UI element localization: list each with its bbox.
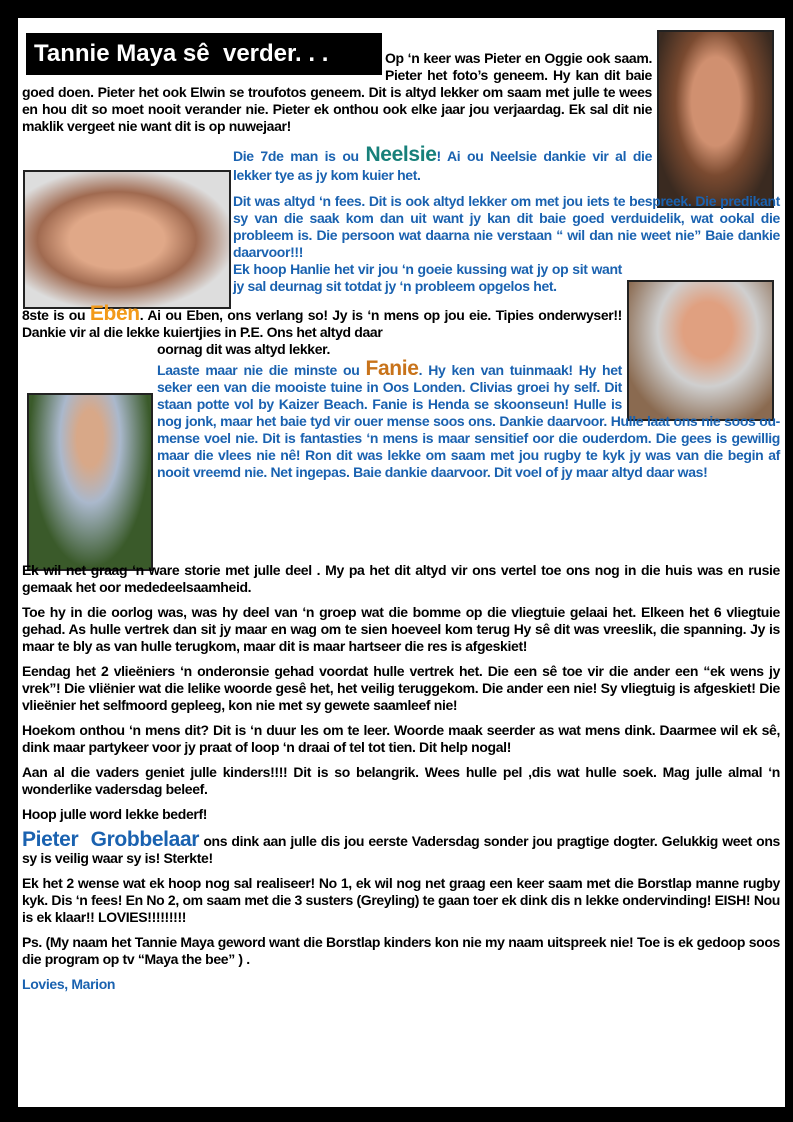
eben-last-line: oornag dit was altyd lekker. (157, 341, 331, 357)
eben-name: Eben (89, 302, 140, 325)
fanie-paragraph: Laaste maar nie die minste ou Fanie. Hy ken van tuinmaak! Hy het seker een van die mooiste tuine in Oos Londen. Clivias groei hy self. Dit staan potte vol by Kaizer Beach. Fanie is Henda se skoonseun! Hulle is nog jonk, maar het baie tyd vir ouer mense soos ons. Dankie daarvoor. Hulle laat ons nie soos ou-mense voel nie. Dit is fantasties ‘n mens is maar sensitief oor die ouderdom. Die gees is gewillig maar die vlees nie nê! Ron dit was lekke om saam met jou rugby te kyk jy was van die begin af nooit vreemd nie. Net ingepas. Baie dankie daarvoor. Dit voel of jy maar altyd daar was! (157, 357, 780, 480)
article-body (22, 50, 780, 1001)
ps-paragraph: Ps. (My naam het Tannie Maya geword want die Borstlap kinders kon nie my naam uitspreek nie! Toe is ek gedoop soos die program op tv “Maya the bee” ) . (22, 934, 780, 967)
pieter-name: Pieter Grobbelaar (22, 828, 200, 851)
neelsie-name: Neelsie (365, 143, 437, 166)
fanie-name: Fanie (365, 357, 419, 380)
wishes-paragraph: Ek het 2 wense wat ek hoop nog sal realiseer! No 1, ek wil nog net graag een keer saam met die Borstlap manne rugby kyk. Dis ‘n fees! En No 2, om saam met die 3 susters (Greyling) te gaan toer ek dink dis n lekke ondervinding! EISH! Nou is ek klaar!! LOVIES!!!!!!!!! (22, 875, 780, 925)
page-title: Tannie Maya sê verder. . . (26, 33, 382, 75)
neelsie-paragraph-2a: Dit was altyd ‘n fees. Dit is ook altyd lekker om met jou iets te bespreek. Die predikant sy van die saak kom dan uit want jy kan dit baie goed verduidelik, wat ookal die probleem is. Die persoon wat daarna nie verstaan “ wil dan nie weet nie” Baie dankie daarvoor!!! (233, 193, 780, 260)
story-paragraph: Eendag het 2 vlieëniers ‘n onderonsie gehad voordat hulle vertrek het. Die een sê toe vir die ander een “ek wens jy vrek”! Die vliënier wat die lelike woorde gesê het, het veilig teruggekom. Die ander een nie! Sy vliegtuig is afgeskiet! Die vlieënier het selfmoord gepleeg, kon nie met sy gewete saamleef nie! (22, 663, 780, 713)
story-paragraph: Toe hy in die oorlog was, was hy deel van ‘n groep wat die bomme op die vliegtuie gelaai het. Elkeen het 6 vliegtuie gehad. As hulle vertrek dan sit jy maar en wag om te sien hoeveel kom terug Hy sê dit was vreeslik, die spanning. Jy is maar te bly as van hulle terugkom, maar dit is maar hartseer die res is afgeskiet! (22, 604, 780, 654)
story-paragraph: Hoop julle word lekke bederf! (22, 806, 208, 822)
newsletter-page (18, 18, 785, 1107)
intro-paragraph: Op ‘n keer was Pieter en Oggie ook saam. Pieter het foto’s geneem. Hy kan dit baie goed doen. Pieter het ook Elwin se troufotos geneem. Dit is altyd lekker om saam met julle te wees en hou dit so moet nooit verander nie. Pieter ek onthou ook elke jaar jou verjaardag. Ek sal dit nie maklik vergeet nie want dit is op nuwejaar! (22, 50, 652, 134)
neelsie-paragraph: Die 7de man is ou Neelsie! Ai ou Neelsie dankie vir al die lekker tye as jy kom kuier het. (233, 143, 653, 183)
pieter-paragraph: Pieter Grobbelaar ons dink aan julle dis jou eerste Vadersdag sonder jou pragtige dogter. Gelukkig weet ons sy is veilig waar sy is! Sterkte! (22, 828, 780, 866)
story-paragraph: Aan al die vaders geniet julle kinders!!!! Dit is so belangrik. Wees hulle pel ,dis wat hulle soek. Mag julle almal ‘n wonderlike vadersdag beleef. (22, 764, 780, 797)
story-paragraph: Ek wil net graag ‘n ware storie met julle deel . My pa het dit altyd vir ons vertel toe ons nog in die huis was en rusie gemaak het oor mededeelsaamheid. (22, 562, 780, 595)
signoff: Lovies, Marion (22, 976, 116, 992)
neelsie-paragraph-2b: Ek hoop Hanlie het vir jou ‘n goeie kussing wat jy op sit want jy sal deurnag sit totdat jy ‘n probleem opgelos het. (233, 261, 622, 294)
story-paragraph: Hoekom onthou ‘n mens dit? Dit is ‘n duur les om te leer. Woorde maak seerder as wat mens dink. Daarmee wil ek sê, dink maar partykeer voor jy praat of loop ‘n draai of tel tot tien. Dit help nogal! (22, 722, 780, 755)
eben-paragraph: 8ste is ou Eben. Ai ou Eben, ons verlang so! Jy is ‘n mens op jou eie. Tipies onderwyser!! Dankie vir al die lekke kuiertjies in P.E. Ons het altyd daar (22, 302, 622, 340)
